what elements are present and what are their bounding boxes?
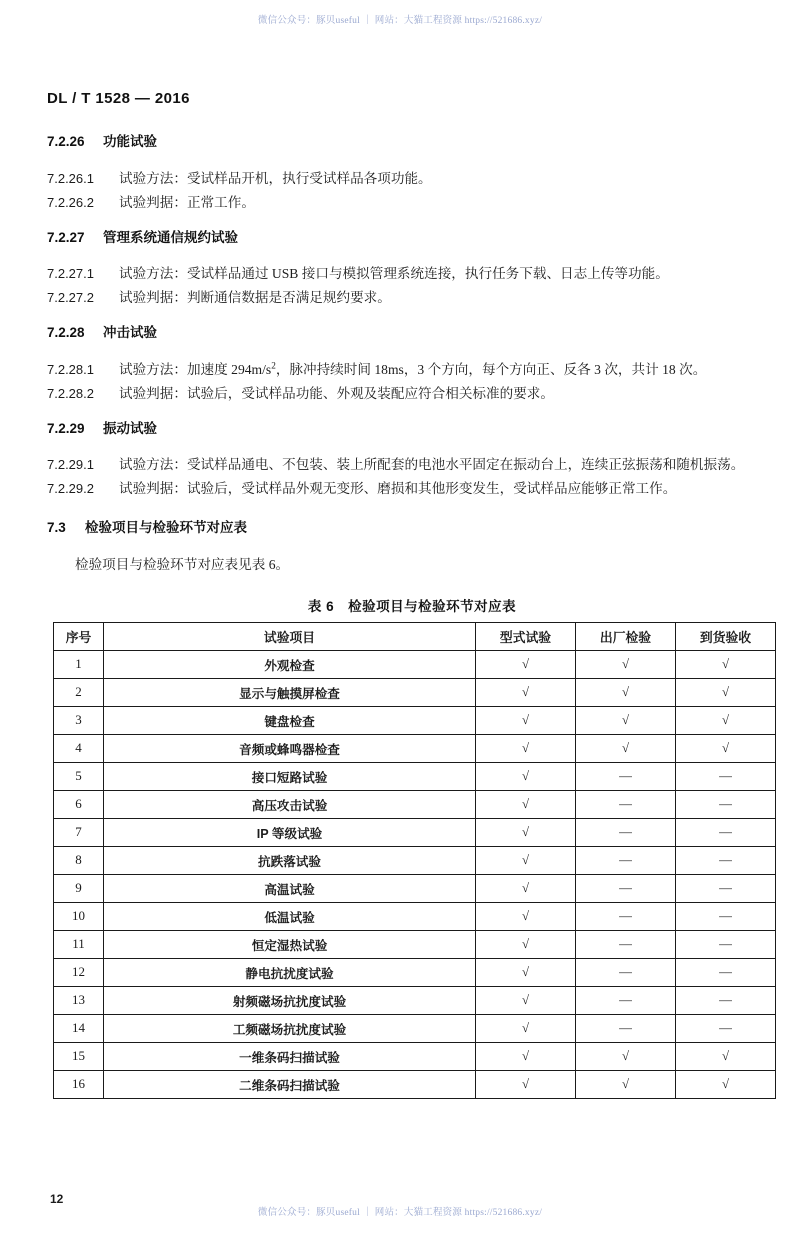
para-text: 受试样品通电、不包装、装上所配套的电池水平固定在振动台上，连续正弦振荡和随机振荡。	[186, 457, 745, 473]
heading-number: 7.2.29	[47, 420, 85, 436]
para-7-2-27-2	[47, 287, 777, 309]
cell-arrival-acceptance: —	[676, 1014, 776, 1042]
cell-test-item: 低温试验	[104, 902, 476, 930]
column-header-item: 试验项目	[104, 622, 476, 650]
cell-index: 2	[54, 678, 104, 706]
para-7-2-29-2	[47, 478, 777, 500]
cell-index: 12	[54, 958, 104, 986]
spacer	[47, 407, 777, 420]
table-row	[54, 1042, 776, 1070]
table-row	[54, 790, 776, 818]
para-7-2-28-1	[47, 359, 777, 381]
heading-7-2-28	[47, 324, 777, 342]
table-caption: 表 6 检验项目与检验环节对应表	[307, 598, 517, 614]
heading-number: 7.2.28	[47, 325, 85, 341]
heading-number: 7.2.26	[47, 134, 85, 149]
cell-index: 6	[54, 790, 104, 818]
column-header-index: 序号	[54, 622, 104, 650]
cell-test-item: 静电抗扰度试验	[104, 958, 476, 986]
cell-index: 11	[54, 930, 104, 958]
cell-index: 1	[54, 650, 104, 678]
cell-factory-inspection: —	[576, 986, 676, 1014]
para-number: 7.2.28.1	[47, 361, 94, 377]
heading-title: 功能试验	[103, 134, 157, 149]
table-row	[54, 706, 776, 734]
table-header-row	[54, 622, 776, 650]
para-text: 判断通信数据是否满足规约要求。	[186, 290, 391, 306]
table-row	[54, 1014, 776, 1042]
cell-type-test: √	[476, 650, 576, 678]
para-text: 正常工作。	[186, 194, 255, 210]
cell-arrival-acceptance: —	[676, 902, 776, 930]
column-header-factory: 出厂检验	[576, 622, 676, 650]
spacer	[47, 351, 777, 359]
heading-number: 7.2.27	[47, 229, 85, 245]
cell-factory-inspection: —	[576, 958, 676, 986]
cell-type-test: √	[476, 1014, 576, 1042]
cell-test-item: 工频磁场抗扰度试验	[104, 1014, 476, 1042]
cell-type-test: √	[476, 902, 576, 930]
cell-index: 10	[54, 902, 104, 930]
table-row	[54, 902, 776, 930]
para-7-3-body: 检验项目与检验环节对应表见表 6。	[75, 556, 290, 572]
para-label: 试验方法：	[119, 266, 187, 282]
para-text: 受试样品开机，执行受试样品各项功能。	[186, 170, 432, 186]
cell-test-item: IP 等级试验	[104, 818, 476, 846]
cell-factory-inspection: √	[576, 678, 676, 706]
table-row	[54, 734, 776, 762]
cell-factory-inspection: —	[576, 930, 676, 958]
cell-arrival-acceptance: √	[676, 1070, 776, 1098]
cell-arrival-acceptance: —	[676, 846, 776, 874]
document-body	[47, 133, 777, 1099]
heading-number: 7.3	[47, 520, 66, 536]
cell-type-test: √	[476, 706, 576, 734]
spacer	[47, 446, 777, 454]
column-header-arrival: 到货验收	[676, 622, 776, 650]
heading-7-3	[47, 519, 777, 537]
cell-type-test: √	[476, 790, 576, 818]
spacer	[47, 578, 777, 595]
table-row	[54, 846, 776, 874]
table-row	[54, 930, 776, 958]
cell-factory-inspection: —	[576, 846, 676, 874]
para-7-2-28-2	[47, 383, 777, 405]
para-number: 7.2.29.1	[47, 457, 94, 473]
cell-index: 14	[54, 1014, 104, 1042]
cell-factory-inspection: —	[576, 1014, 676, 1042]
para-text: 受试样品通过 USB 接口与模拟管理系统连接，执行任务下载、日志上传等功能。	[186, 266, 669, 282]
cell-factory-inspection: —	[576, 818, 676, 846]
watermark-top: 微信公众号：豚贝useful ｜ 网站：大猫工程资源 https://521686.xyz/	[257, 16, 543, 26]
cell-factory-inspection: √	[576, 734, 676, 762]
para-text: 试验后，受试样品功能、外观及装配应符合相关标准的要求。	[186, 385, 554, 401]
cell-factory-inspection: —	[576, 874, 676, 902]
watermark-bottom: 微信公众号：豚贝useful ｜ 网站：大猫工程资源 https://521686.xyz/	[257, 1208, 543, 1218]
cell-type-test: √	[476, 1070, 576, 1098]
spacer	[47, 546, 777, 554]
para-number: 7.2.26.2	[47, 194, 94, 210]
para-text-post: ，脉冲持续时间 18ms，3 个方向，每个方向正、反各 3 次，共计 18 次。	[275, 361, 707, 377]
cell-type-test: √	[476, 986, 576, 1014]
cell-arrival-acceptance: √	[676, 650, 776, 678]
para-number: 7.2.27.2	[47, 290, 94, 306]
cell-index: 5	[54, 762, 104, 790]
heading-title: 检验项目与检验环节对应表	[85, 520, 247, 536]
table-row	[54, 874, 776, 902]
cell-factory-inspection: √	[576, 650, 676, 678]
cell-arrival-acceptance: √	[676, 1042, 776, 1070]
table-row	[54, 762, 776, 790]
inspection-items-table	[53, 622, 776, 1099]
spacer	[47, 502, 777, 519]
cell-index: 4	[54, 734, 104, 762]
para-label: 试验判据：	[119, 194, 187, 210]
cell-test-item: 恒定湿热试验	[104, 930, 476, 958]
table-body	[54, 650, 776, 1098]
cell-test-item: 接口短路试验	[104, 762, 476, 790]
cell-index: 13	[54, 986, 104, 1014]
cell-type-test: √	[476, 762, 576, 790]
cell-arrival-acceptance: √	[676, 706, 776, 734]
table-row	[54, 986, 776, 1014]
para-7-2-27-1	[47, 263, 777, 285]
para-7-2-26-1	[47, 168, 777, 190]
cell-test-item: 射频磁场抗扰度试验	[104, 986, 476, 1014]
cell-index: 3	[54, 706, 104, 734]
cell-index: 7	[54, 818, 104, 846]
table-row	[54, 818, 776, 846]
cell-test-item: 键盘检查	[104, 706, 476, 734]
cell-arrival-acceptance: —	[676, 762, 776, 790]
cell-type-test: √	[476, 678, 576, 706]
cell-type-test: √	[476, 874, 576, 902]
cell-type-test: √	[476, 958, 576, 986]
para-label: 试验判据：	[119, 385, 187, 401]
para-label: 试验方法：	[119, 361, 187, 377]
cell-test-item: 显示与触摸屏检查	[104, 678, 476, 706]
para-text: 试验后，受试样品外观无变形、磨损和其他形变发生，受试样品应能够正常工作。	[186, 481, 677, 497]
heading-title: 管理系统通信规约试验	[103, 229, 238, 245]
para-7-2-26-2	[47, 192, 777, 214]
cell-type-test: √	[476, 734, 576, 762]
cell-factory-inspection: √	[576, 706, 676, 734]
table-row	[54, 650, 776, 678]
spacer	[47, 216, 777, 229]
cell-factory-inspection: —	[576, 902, 676, 930]
cell-test-item: 抗跌落试验	[104, 846, 476, 874]
para-number: 7.2.26.1	[47, 170, 94, 186]
cell-test-item: 高温试验	[104, 874, 476, 902]
spacer	[47, 311, 777, 324]
cell-factory-inspection: √	[576, 1070, 676, 1098]
heading-7-2-29	[47, 420, 777, 438]
cell-test-item: 外观检查	[104, 650, 476, 678]
cell-arrival-acceptance: √	[676, 678, 776, 706]
para-label: 试验判据：	[119, 290, 187, 306]
para-number: 7.2.28.2	[47, 385, 94, 401]
cell-factory-inspection: —	[576, 762, 676, 790]
cell-index: 16	[54, 1070, 104, 1098]
cell-type-test: √	[476, 846, 576, 874]
para-number: 7.2.29.2	[47, 481, 94, 497]
cell-type-test: √	[476, 818, 576, 846]
para-label: 试验方法：	[119, 170, 187, 186]
table-row	[54, 1070, 776, 1098]
para-7-2-29-1	[47, 454, 777, 476]
column-header-type: 型式试验	[476, 622, 576, 650]
cell-arrival-acceptance: —	[676, 874, 776, 902]
para-label: 试验判据：	[119, 481, 187, 497]
heading-title: 振动试验	[103, 420, 157, 436]
spacer	[47, 255, 777, 263]
spacer	[47, 160, 777, 168]
para-label: 试验方法：	[119, 457, 187, 473]
cell-test-item: 一维条码扫描试验	[104, 1042, 476, 1070]
cell-test-item: 高压攻击试验	[104, 790, 476, 818]
cell-test-item: 音频或蜂鸣器检查	[104, 734, 476, 762]
cell-arrival-acceptance: —	[676, 818, 776, 846]
running-head-standard-number: DL / T 1528 — 2016	[47, 90, 190, 107]
cell-index: 8	[54, 846, 104, 874]
table-row	[54, 958, 776, 986]
cell-factory-inspection: √	[576, 1042, 676, 1070]
cell-index: 9	[54, 874, 104, 902]
heading-title: 冲击试验	[103, 325, 157, 341]
para-number: 7.2.27.1	[47, 266, 94, 282]
cell-arrival-acceptance: —	[676, 986, 776, 1014]
para-text-pre: 加速度 294m/s	[186, 361, 272, 377]
cell-arrival-acceptance: —	[676, 930, 776, 958]
page-number: 12	[50, 1192, 64, 1206]
cell-arrival-acceptance: —	[676, 958, 776, 986]
heading-7-2-26	[47, 133, 777, 151]
cell-index: 15	[54, 1042, 104, 1070]
cell-factory-inspection: —	[576, 790, 676, 818]
cell-arrival-acceptance: √	[676, 734, 776, 762]
cell-type-test: √	[476, 1042, 576, 1070]
para-text-superscript: 2	[271, 360, 276, 371]
table-row	[54, 678, 776, 706]
cell-type-test: √	[476, 930, 576, 958]
heading-7-2-27	[47, 229, 777, 247]
cell-arrival-acceptance: —	[676, 790, 776, 818]
cell-test-item: 二维条码扫描试验	[104, 1070, 476, 1098]
